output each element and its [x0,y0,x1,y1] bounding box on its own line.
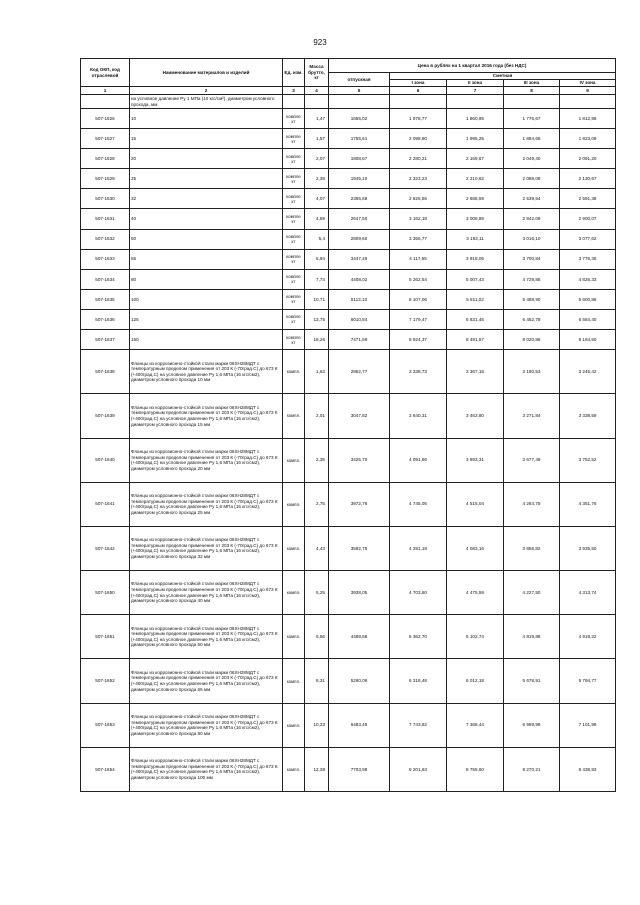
cell-unit: компл. [283,350,305,394]
cell-zone-3: 5 678,91 [504,659,560,703]
cell-code: 507-1636 [81,309,130,329]
cell-zone-2: 4 475,59 [447,571,504,615]
cell-code: 507-1637 [81,330,130,350]
col-number: 2 [130,87,283,95]
col-number: 9 [560,87,616,95]
cell-zone-2: 6 012,18 [447,659,504,703]
cell-zone-4: 3 935,50 [560,526,616,570]
cell-zone-3: 1 884,65 [504,129,560,149]
cell-zone-1: 7 179,47 [390,309,447,329]
table-row [81,394,616,438]
cell-code: 507-1633 [81,249,130,269]
cell-code: 507-1650 [81,571,130,615]
page-number: 923 [313,38,327,47]
cell-zone-2: 2 169,67 [447,149,504,169]
col-number: 1 [81,87,130,95]
cell-zone-3: 3 677,49 [504,438,560,482]
table-row [81,169,616,189]
cell-zone-1: 7 743,82 [390,703,447,747]
cell-unit: компле кт [283,109,305,129]
cell-mass: 8,31 [305,659,329,703]
cell-release: 6483,45 [329,703,390,747]
cell-unit: компле кт [283,330,305,350]
cell-code: 507-1654 [81,747,130,791]
cell-zone-3: 3 856,82 [504,526,560,570]
column-numbers-row [81,87,616,95]
cell-code: 507-1630 [81,189,130,209]
cell-unit: компле кт [283,309,305,329]
cell-code: 507-1627 [81,129,130,149]
cell-zone-3: 6 959,98 [504,703,560,747]
cell-zone-4: 4 918,22 [560,615,616,659]
cell-zone-2: 4 083,16 [447,526,504,570]
header-zone-2: II зона [447,80,504,87]
cell-zone-4: 2 091,20 [560,149,616,169]
cell-name: 125 [130,309,283,329]
cell-zone-4: 2 130,67 [560,169,616,189]
cell-zone-1: 4 291,18 [390,526,447,570]
continuation-row [81,95,616,109]
cell-mass: 10,33 [305,703,329,747]
cell-name: Фланцы из коррозионно-стойкой стали марки 06ХН28МДТ с температурным пределом применения от 203 К (-70град.С) до 673 К (+400град.С) на условное давление Ру 1,6 МПа (16 кгс/см2), диаметром условного прохода 25 мм [130,482,283,526]
cell-code: 507-1651 [81,615,130,659]
cell-zone-3: 8 020,86 [504,330,560,350]
cell-mass: 2,07 [305,149,329,169]
cell-zone-3: 6 452,78 [504,309,560,329]
cell-zone-3: 2 842,09 [504,209,560,229]
cell-name: 32 [130,189,283,209]
cell-mass: 4,43 [305,526,329,570]
cell-zone-4: 4 351,76 [560,482,616,526]
cell-release: 4408,02 [329,269,390,289]
table-row [81,209,616,229]
cell-zone-2: 5 102,74 [447,615,504,659]
cell-unit: компле кт [283,129,305,149]
col-number: 5 [329,87,390,95]
cell-mass: 2,75 [305,482,329,526]
cell-unit: компл. [283,615,305,659]
cell-zone-4: 3 338,59 [560,394,616,438]
cell-zone-4: 4 826,33 [560,269,616,289]
cell-zone-1: 9 201,63 [390,747,447,791]
cell-zone-1: 2 323,23 [390,169,447,189]
header-code: Код ОКП, код отраслевой [81,59,130,87]
cell-zone-4: 3 752,52 [560,438,616,482]
cell-mass: 2,01 [305,394,329,438]
cell-zone-3: 8 270,21 [504,747,560,791]
cell-zone-2: 8 755,60 [447,747,504,791]
cell-zone-4: 7 101,98 [560,703,616,747]
cell-name: Фланцы из коррозионно-стойкой стали марки 06ХН28МДТ с температурным пределом применения от 203 К (-70град.С) до 673 К (+400град.С) на условное давление Ру 1,6 МПа (16 кгс/см2), диаметром условного прохода 15 мм [130,394,283,438]
cell-name: 25 [130,169,283,189]
cell-unit: компл. [283,659,305,703]
cell-unit: компле кт [283,189,305,209]
table-row [81,330,616,350]
cell-zone-1: 1 978,77 [390,109,447,129]
cell-zone-1: 3 640,31 [390,394,447,438]
cell-zone-2: 1 860,95 [447,109,504,129]
cell-code: 507-1653 [81,703,130,747]
cell-mass: 2,38 [305,169,329,189]
cell-zone-1: 3 355,77 [390,229,447,249]
cell-unit: компл. [283,747,305,791]
cell-code: 507-1639 [81,394,130,438]
cell-zone-3: 3 016,10 [504,229,560,249]
cell-zone-2: 3 463,80 [447,394,504,438]
cell-zone-2: 3 893,31 [447,438,504,482]
cell-name: Фланцы из коррозионно-стойкой стали марки 06ХН28МДТ с температурным пределом применения от 203 К (-70град.С) до 673 К (+400град.С) на условное давление Ру 1,6 МПа (16 кгс/см2), диаметром условного прохода 50 мм [130,615,283,659]
cell-zone-1: 8 924,37 [390,330,447,350]
cell-zone-2: 3 008,89 [447,209,504,229]
cell-zone-1: 6 318,48 [390,659,447,703]
cell-zone-1: 2 098,90 [390,129,447,149]
cell-release: 1655,02 [329,109,390,129]
cell-name: 10 [130,109,283,129]
table-row [81,289,616,309]
cell-zone-3: 4 227,50 [504,571,560,615]
cell-zone-4: 6 584,40 [560,309,616,329]
cell-name: 65 [130,249,283,269]
cell-mass: 7,74 [305,269,329,289]
cell-code: 507-1638 [81,350,130,394]
cell-release: 3447,46 [329,249,390,269]
cell-release: 1908,67 [329,149,390,169]
header-name: Наименование материалов и изделий [130,59,283,87]
cell-zone-4: 3 245,42 [560,350,616,394]
table-row [81,703,616,747]
cell-zone-4: 8 184,50 [560,330,616,350]
cell-code: 507-1640 [81,438,130,482]
table-row [81,571,616,615]
cell-name: Фланцы из коррозионно-стойкой стали марки 06ХН28МДТ с температурным пределом применения от 203 К (-70град.С) до 673 К (+400град.С) на условное давление Ру 1,6 МПа (16 кгс/см2), диаметром условного прохода 65 мм [130,659,283,703]
cell-name: 100 [130,289,283,309]
cell-zone-4: 8 438,93 [560,747,616,791]
table-row [81,269,616,289]
cell-zone-2: 3 367,18 [447,350,504,394]
cell-name: 50 [130,229,283,249]
table-row [81,526,616,570]
cell-name: 40 [130,209,283,229]
cell-unit: компл. [283,438,305,482]
header-release: отпускная [329,73,390,87]
price-table [80,58,616,792]
table-row [81,229,616,249]
cell-release: 5290,09 [329,659,390,703]
cell-unit: компл. [283,526,305,570]
cell-zone-3: 2 049,40 [504,149,560,169]
cell-unit: компл. [283,482,305,526]
table-row [81,109,616,129]
col-number: 7 [447,87,504,95]
table-row [81,438,616,482]
cell-zone-2: 6 831,46 [447,309,504,329]
cell-zone-3: 4 729,85 [504,269,560,289]
cell-zone-2: 5 811,02 [447,289,504,309]
cell-zone-1: 4 745,05 [390,482,447,526]
cell-name: 15 [130,129,283,149]
header-zone-4: IV зона [560,80,616,87]
cell-mass: 2,35 [305,438,329,482]
cell-zone-1: 3 162,18 [390,209,447,229]
cell-mass: 1,47 [305,109,329,129]
cell-mass: 5,94 [305,249,329,269]
cell-zone-4: 2 900,07 [560,209,616,229]
cell-code: 507-1652 [81,659,130,703]
header-zone-1: I зона [390,80,447,87]
cell-release: 3972,76 [329,482,390,526]
cell-mass: 1,57 [305,129,329,149]
cell-name: Фланцы из коррозионно-стойкой стали марки 06ХН28МДТ с температурным пределом применения от 203 К (-70град.С) до 673 К (+400град.С) на условное давление Ру 1,6 МПа (16 кгс/см2), диаметром условного прохода 80 мм [130,703,283,747]
cell-unit: компле кт [283,229,305,249]
cell-release: 2365,68 [329,189,390,209]
cell-unit: компл. [283,571,305,615]
cell-zone-4: 1 812,98 [560,109,616,129]
cell-zone-4: 3 776,35 [560,249,616,269]
cell-release: 1945,10 [329,169,390,189]
header-price-group: Цена в рублях на 1 квартал 2016 года (без НДС) [329,59,616,73]
col-number: 4 [305,87,329,95]
cell-mass: 6,56 [305,615,329,659]
cell-release: 3425,70 [329,438,390,482]
header-zone-3: III зона [504,80,560,87]
cell-zone-4: 2 591,38 [560,189,616,209]
col-number: 8 [504,87,560,95]
cell-zone-4: 1 923,09 [560,129,616,149]
header-mass: Масса брутто, кг [305,59,329,87]
cell-unit: компл. [283,394,305,438]
cell-code: 507-1632 [81,229,130,249]
table-row [81,189,616,209]
cell-release: 2809,60 [329,229,390,249]
cell-zone-3: 1 776,67 [504,109,560,129]
cell-zone-3: 3 271,84 [504,394,560,438]
cell-code: 507-1626 [81,109,130,129]
header-estimate: Сметная [390,73,616,80]
table-row [81,482,616,526]
cell-mass: 18,26 [305,330,329,350]
cell-zone-2: 8 491,57 [447,330,504,350]
cell-zone-4: 3 077,62 [560,229,616,249]
cell-release: 3938,05 [329,571,390,615]
table-row [81,249,616,269]
header-unit: Ед. изм. [283,59,305,87]
cell-zone-2: 4 515,04 [447,482,504,526]
cell-unit: компле кт [283,249,305,269]
cell-unit: компле кт [283,149,305,169]
cell-release: 5113,10 [329,289,390,309]
cell-zone-2: 5 007,43 [447,269,504,289]
cell-zone-1: 4 703,60 [390,571,447,615]
cell-zone-1: 2 280,21 [390,149,447,169]
cell-unit: компле кт [283,169,305,189]
cell-mass: 12,38 [305,747,329,791]
cell-zone-1: 5 262,54 [390,269,447,289]
cell-release: 3592,75 [329,526,390,570]
cell-mass: 1,63 [305,350,329,394]
cell-zone-1: 2 825,56 [390,189,447,209]
cell-zone-2: 3 918,05 [447,249,504,269]
cell-release: 4489,68 [329,615,390,659]
cell-zone-2: 2 688,59 [447,189,504,209]
cell-code: 507-1642 [81,526,130,570]
cell-unit: компле кт [283,289,305,309]
cell-name: Фланцы из коррозионно-стойкой стали марки 06ХН28МДТ с температурным пределом применения от 203 К (-70град.С) до 673 К (+400град.С) на условное давление Ру 1,6 МПа (16 кгс/см2), диаметром условного прохода 20 мм [130,438,283,482]
cell-zone-2: 7 368,44 [447,703,504,747]
cell-code: 507-1629 [81,169,130,189]
cell-zone-1: 6 107,06 [390,289,447,309]
cell-mass: 13,75 [305,309,329,329]
table-row [81,129,616,149]
cell-release: 3047,82 [329,394,390,438]
cell-release: 1755,61 [329,129,390,149]
cell-code: 507-1628 [81,149,130,169]
continuation-text: на условное давление Ру 1 МПа (10 кгс/см²), диаметром условного прохода, мм [130,95,283,109]
cell-release: 7471,69 [329,330,390,350]
table-row [81,659,616,703]
cell-release: 6010,84 [329,309,390,329]
cell-name: 20 [130,149,283,169]
cell-zone-4: 5 600,86 [560,289,616,309]
cell-unit: компл. [283,703,305,747]
cell-release: 2862,77 [329,350,390,394]
col-number: 6 [390,87,447,95]
cell-zone-3: 4 819,88 [504,615,560,659]
cell-release: 2647,50 [329,209,390,229]
cell-zone-4: 4 313,74 [560,571,616,615]
cell-name: Фланцы из коррозионно-стойкой стали марки 06ХН28МДТ с температурным пределом применения от 203 К (-70град.С) до 673 К (+400град.С) на условное давление Ру 1,6 МПа (16 кгс/см2), диаметром условного прохода 32 мм [130,526,283,570]
cell-name: Фланцы из коррозионно-стойкой стали марки 06ХН28МДТ с температурным пределом применения от 203 К (-70град.С) до 673 К (+400град.С) на условное давление Ру 1,6 МПа (16 кгс/см2), диаметром условного прохода 100 мм [130,747,283,791]
cell-zone-3: 3 180,53 [504,350,560,394]
cell-mass: 4,69 [305,209,329,229]
cell-zone-1: 4 117,65 [390,249,447,269]
cell-mass: 5,4 [305,229,329,249]
cell-zone-3: 3 700,84 [504,249,560,269]
cell-unit: компле кт [283,209,305,229]
cell-name: Фланцы из коррозионно-стойкой стали марки 06ХН28МДТ с температурным пределом применения от 203 К (-70град.С) до 673 К (+400град.С) на условное давление Ру 1,6 МПа (16 кгс/см2), диаметром условного прохода 10 мм [130,350,283,394]
cell-code: 507-1635 [81,289,130,309]
cell-mass: 4,07 [305,189,329,209]
cell-zone-3: 5 488,90 [504,289,560,309]
cell-zone-1: 5 362,70 [390,615,447,659]
table-row [81,309,616,329]
cell-code: 507-1631 [81,209,130,229]
cell-zone-3: 2 088,08 [504,169,560,189]
table-row [81,615,616,659]
table-row [81,149,616,169]
cell-zone-2: 3 193,11 [447,229,504,249]
cell-zone-4: 5 794,77 [560,659,616,703]
cell-code: 507-1634 [81,269,130,289]
cell-zone-1: 4 091,66 [390,438,447,482]
cell-code: 507-1641 [81,482,130,526]
cell-name: Фланцы из коррозионно-стойкой стали марки 06ХН28МДТ с температурным пределом применения от 203 К (-70град.С) до 673 К (+400град.С) на условное давление Ру 1,6 МПа (16 кгс/см2), диаметром условного прохода 40 мм [130,571,283,615]
cell-release: 7703,98 [329,747,390,791]
table-row [81,350,616,394]
cell-zone-1: 3 338,73 [390,350,447,394]
cell-unit: компле кт [283,269,305,289]
cell-zone-3: 2 539,54 [504,189,560,209]
table-row [81,747,616,791]
cell-mass: 10,71 [305,289,329,309]
cell-zone-2: 2 210,62 [447,169,504,189]
cell-zone-2: 1 995,25 [447,129,504,149]
cell-zone-3: 4 264,75 [504,482,560,526]
cell-mass: 5,25 [305,571,329,615]
col-number: 3 [283,87,305,95]
cell-name: 80 [130,269,283,289]
cell-name: 150 [130,330,283,350]
